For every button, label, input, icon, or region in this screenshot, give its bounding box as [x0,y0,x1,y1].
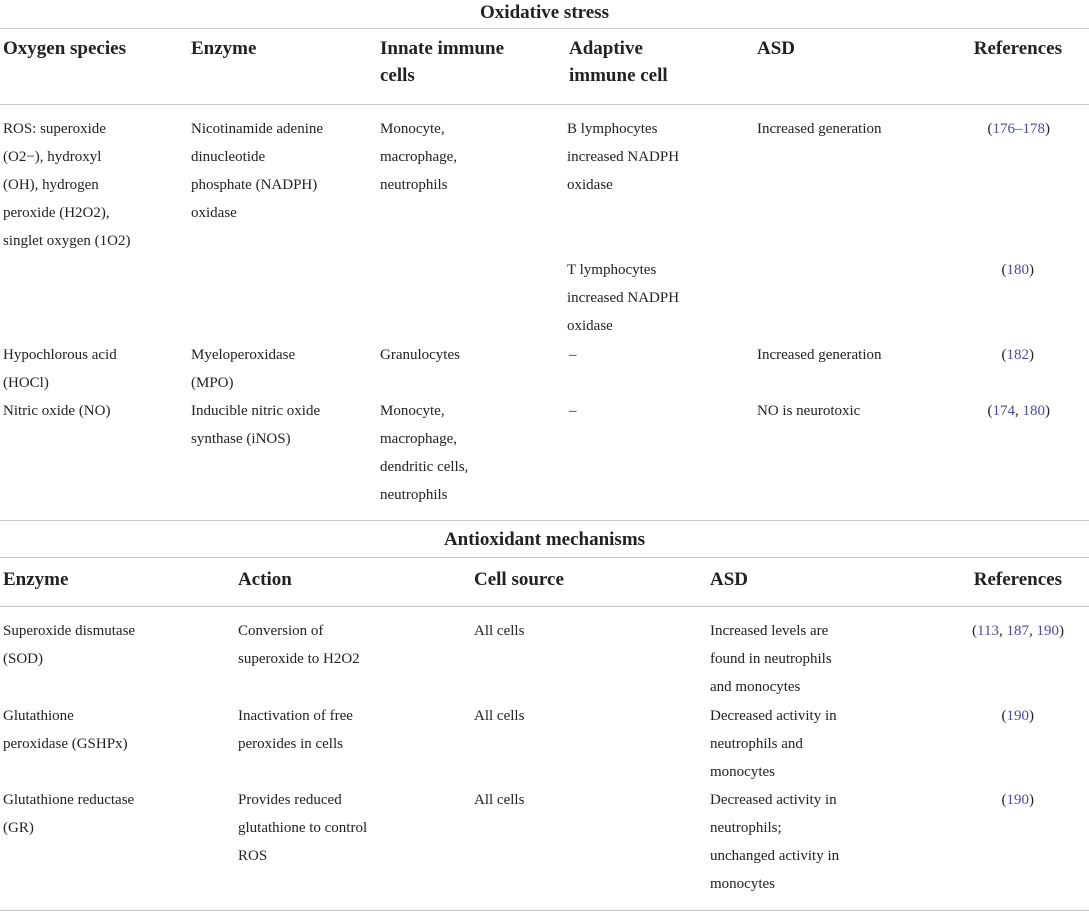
table-cell-adaptive: B lymphocytes increased NADPH oxidase [567,121,680,193]
reference-link[interactable]: 190 [1036,623,1059,639]
reference-link[interactable]: 190 [1006,708,1029,724]
table-cell-enzyme: Myeloperoxidase (MPO) [191,347,296,391]
header-enzyme: Enzyme [3,569,69,590]
table-cell-asd: Increased levels are found in neutrophils and monocytes [710,623,832,695]
table-cell-asd: NO is neurotoxic [757,403,861,419]
table-cell-source: All cells [474,708,525,724]
table-cell-enzyme: Glutathione peroxidase (GSHPx) [3,708,128,752]
table-cell-species: Hypochlorous acid (HOCl) [3,347,117,391]
table-cell-adaptive: – [569,347,577,363]
reference-link[interactable]: 187 [1006,623,1029,639]
table-cell-asd: Decreased activity in neutrophils and monocytes [710,708,837,780]
antioxidant-section-title: Antioxidant mechanisms [443,529,646,550]
rule-antioxidant-top [0,557,1089,558]
table-cell-references: (190) [1001,792,1034,808]
header-cell-source: Cell source [474,569,564,590]
header-references: References [973,38,1062,59]
header-enzyme: Enzyme [191,38,257,59]
reference-link[interactable]: 182 [1006,347,1029,363]
table-cell-enzyme: Superoxide dismutase (SOD) [3,623,136,667]
table-cell-references: (182) [1001,347,1034,363]
table-cell-source: All cells [474,623,525,639]
table-cell-asd: Increased generation [757,121,882,137]
table-cell-references: (180) [1001,262,1034,278]
reference-link[interactable]: 113 [977,623,999,639]
table-cell-innate: Granulocytes [380,347,460,363]
table-cell-references: (190) [1001,708,1034,724]
rule-section-divider [0,520,1089,521]
table-cell-references: (113, 187, 190) [972,623,1064,639]
table-cell-source: All cells [474,792,525,808]
header-innate-immune-cells: Innate immune cells [380,38,505,86]
table-cell-action: Inactivation of free peroxides in cells [238,708,353,752]
header-asd: ASD [710,569,749,590]
table-cell-innate: Monocyte, macrophage, dendritic cells, neutrophils [380,403,469,503]
table-cell-species: ROS: superoxide (O2−), hydroxyl (OH), hydrogen peroxide (H2O2), singlet oxygen (1O2) [3,121,131,249]
table-cell-adaptive: T lymphocytes increased NADPH oxidase [567,262,680,334]
rule-top [0,28,1089,29]
table-cell-adaptive: – [569,403,577,419]
reference-link[interactable]: 174 [992,403,1015,419]
rule-header-bottom [0,104,1089,105]
table-cell-species: Nitric oxide (NO) [3,403,111,419]
reference-link[interactable]: 180 [1022,403,1045,419]
table-cell-action: Conversion of superoxide to H2O2 [238,623,360,667]
header-references: References [973,569,1062,590]
table-cell-references: (174, 180) [987,403,1050,419]
reference-link[interactable]: 190 [1006,792,1029,808]
header-adaptive-immune-cell: Adaptive immune cell [569,38,668,86]
reference-link[interactable]: 176–178 [992,121,1045,137]
header-oxygen-species: Oxygen species [3,38,126,59]
header-asd: ASD [757,38,796,59]
reference-link[interactable]: 180 [1006,262,1029,278]
table-cell-innate: Monocyte, macrophage, neutrophils [380,121,458,193]
table-cell-asd: Decreased activity in neutrophils; unchanged activity in monocytes [710,792,840,892]
table-cell-enzyme: Inducible nitric oxide synthase (iNOS) [191,403,321,447]
oxidative-section-title: Oxidative stress [480,2,609,23]
table-cell-asd: Increased generation [757,347,882,363]
table-cell-references: (176–178) [987,121,1050,137]
table-cell-enzyme: Nicotinamide adenine dinucleotide phosphate (NADPH) oxidase [191,121,324,221]
table-cell-enzyme: Glutathione reductase (GR) [3,792,135,836]
rule-antioxidant-header-bottom [0,606,1089,607]
rule-bottom [0,910,1089,911]
header-action: Action [238,569,292,590]
table-cell-action: Provides reduced glutathione to control ROS [238,792,368,864]
